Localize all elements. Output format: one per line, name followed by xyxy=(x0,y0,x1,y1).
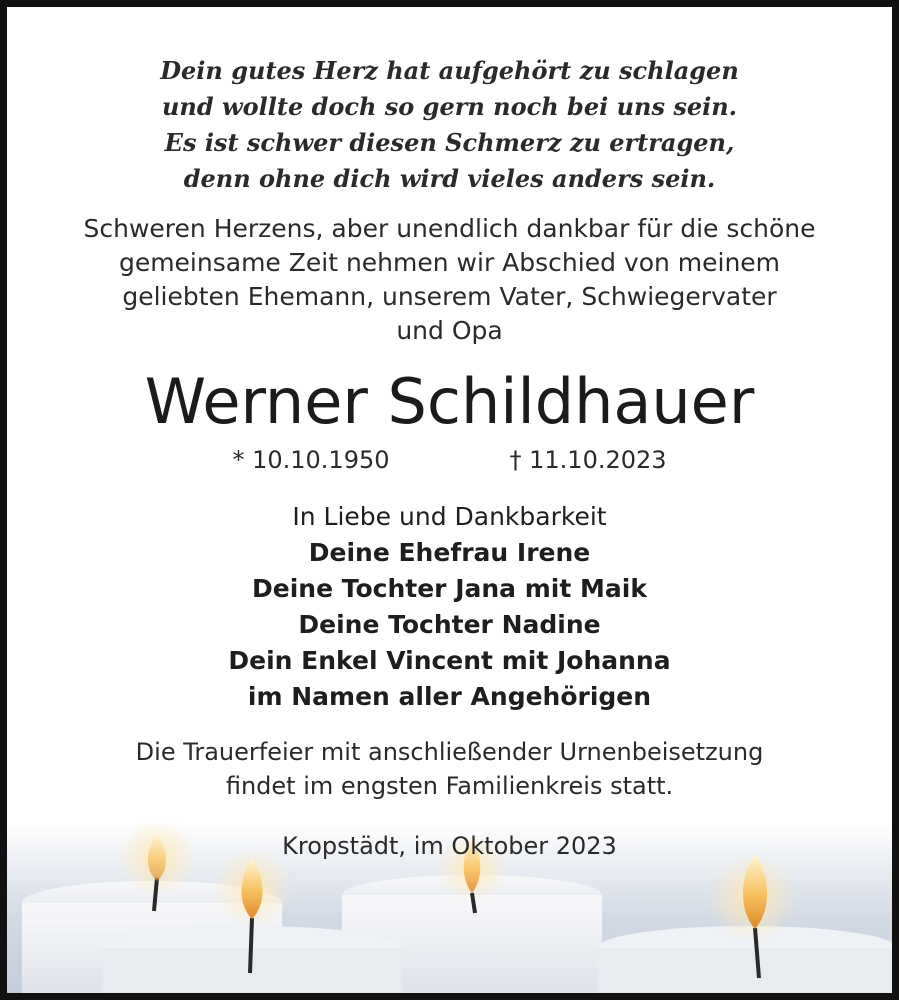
service-line: findet im engsten Familienkreis statt. xyxy=(225,772,674,800)
deceased-name: Werner Schildhauer xyxy=(144,365,755,438)
intro-line: und Opa xyxy=(396,316,503,345)
mourner-line: Deine Tochter Nadine xyxy=(298,610,601,639)
intro-line: Schweren Herzens, aber unendlich dankbar für die schöne xyxy=(83,214,816,243)
signature-block xyxy=(7,499,892,715)
life-dates xyxy=(7,445,892,475)
memorial-poem xyxy=(7,53,892,197)
poem-line: und wollte doch so gern noch bei uns sein. xyxy=(161,92,738,121)
mourner-line: Dein Enkel Vincent mit Johanna xyxy=(228,646,671,675)
death-date: † 11.10.2023 xyxy=(509,446,667,474)
farewell-intro xyxy=(7,212,892,348)
intro-line: geliebten Ehemann, unserem Vater, Schwiegervater xyxy=(122,282,777,311)
signature-intro: In Liebe und Dankbarkeit xyxy=(292,502,607,531)
poem-line: Es ist schwer diesen Schmerz zu ertragen, xyxy=(164,128,735,157)
mourner-line: Deine Ehefrau Irene xyxy=(308,538,591,567)
funeral-service-info xyxy=(7,735,892,803)
poem-line: Dein gutes Herz hat aufgehört zu schlagen xyxy=(160,56,739,85)
place-and-date: Kropstädt, im Oktober 2023 xyxy=(282,832,617,860)
notice-text xyxy=(7,7,892,861)
mourner-line: Deine Tochter Jana mit Maik xyxy=(252,574,647,603)
poem-line: denn ohne dich wird vieles anders sein. xyxy=(183,164,716,193)
intro-line: gemeinsame Zeit nehmen wir Abschied von meinem xyxy=(118,248,781,277)
birth-date: * 10.10.1950 xyxy=(232,446,390,474)
mourner-line: im Namen aller Angehörigen xyxy=(247,682,652,711)
service-line: Die Trauerfeier mit anschließender Urnenbeisetzung xyxy=(135,738,764,766)
